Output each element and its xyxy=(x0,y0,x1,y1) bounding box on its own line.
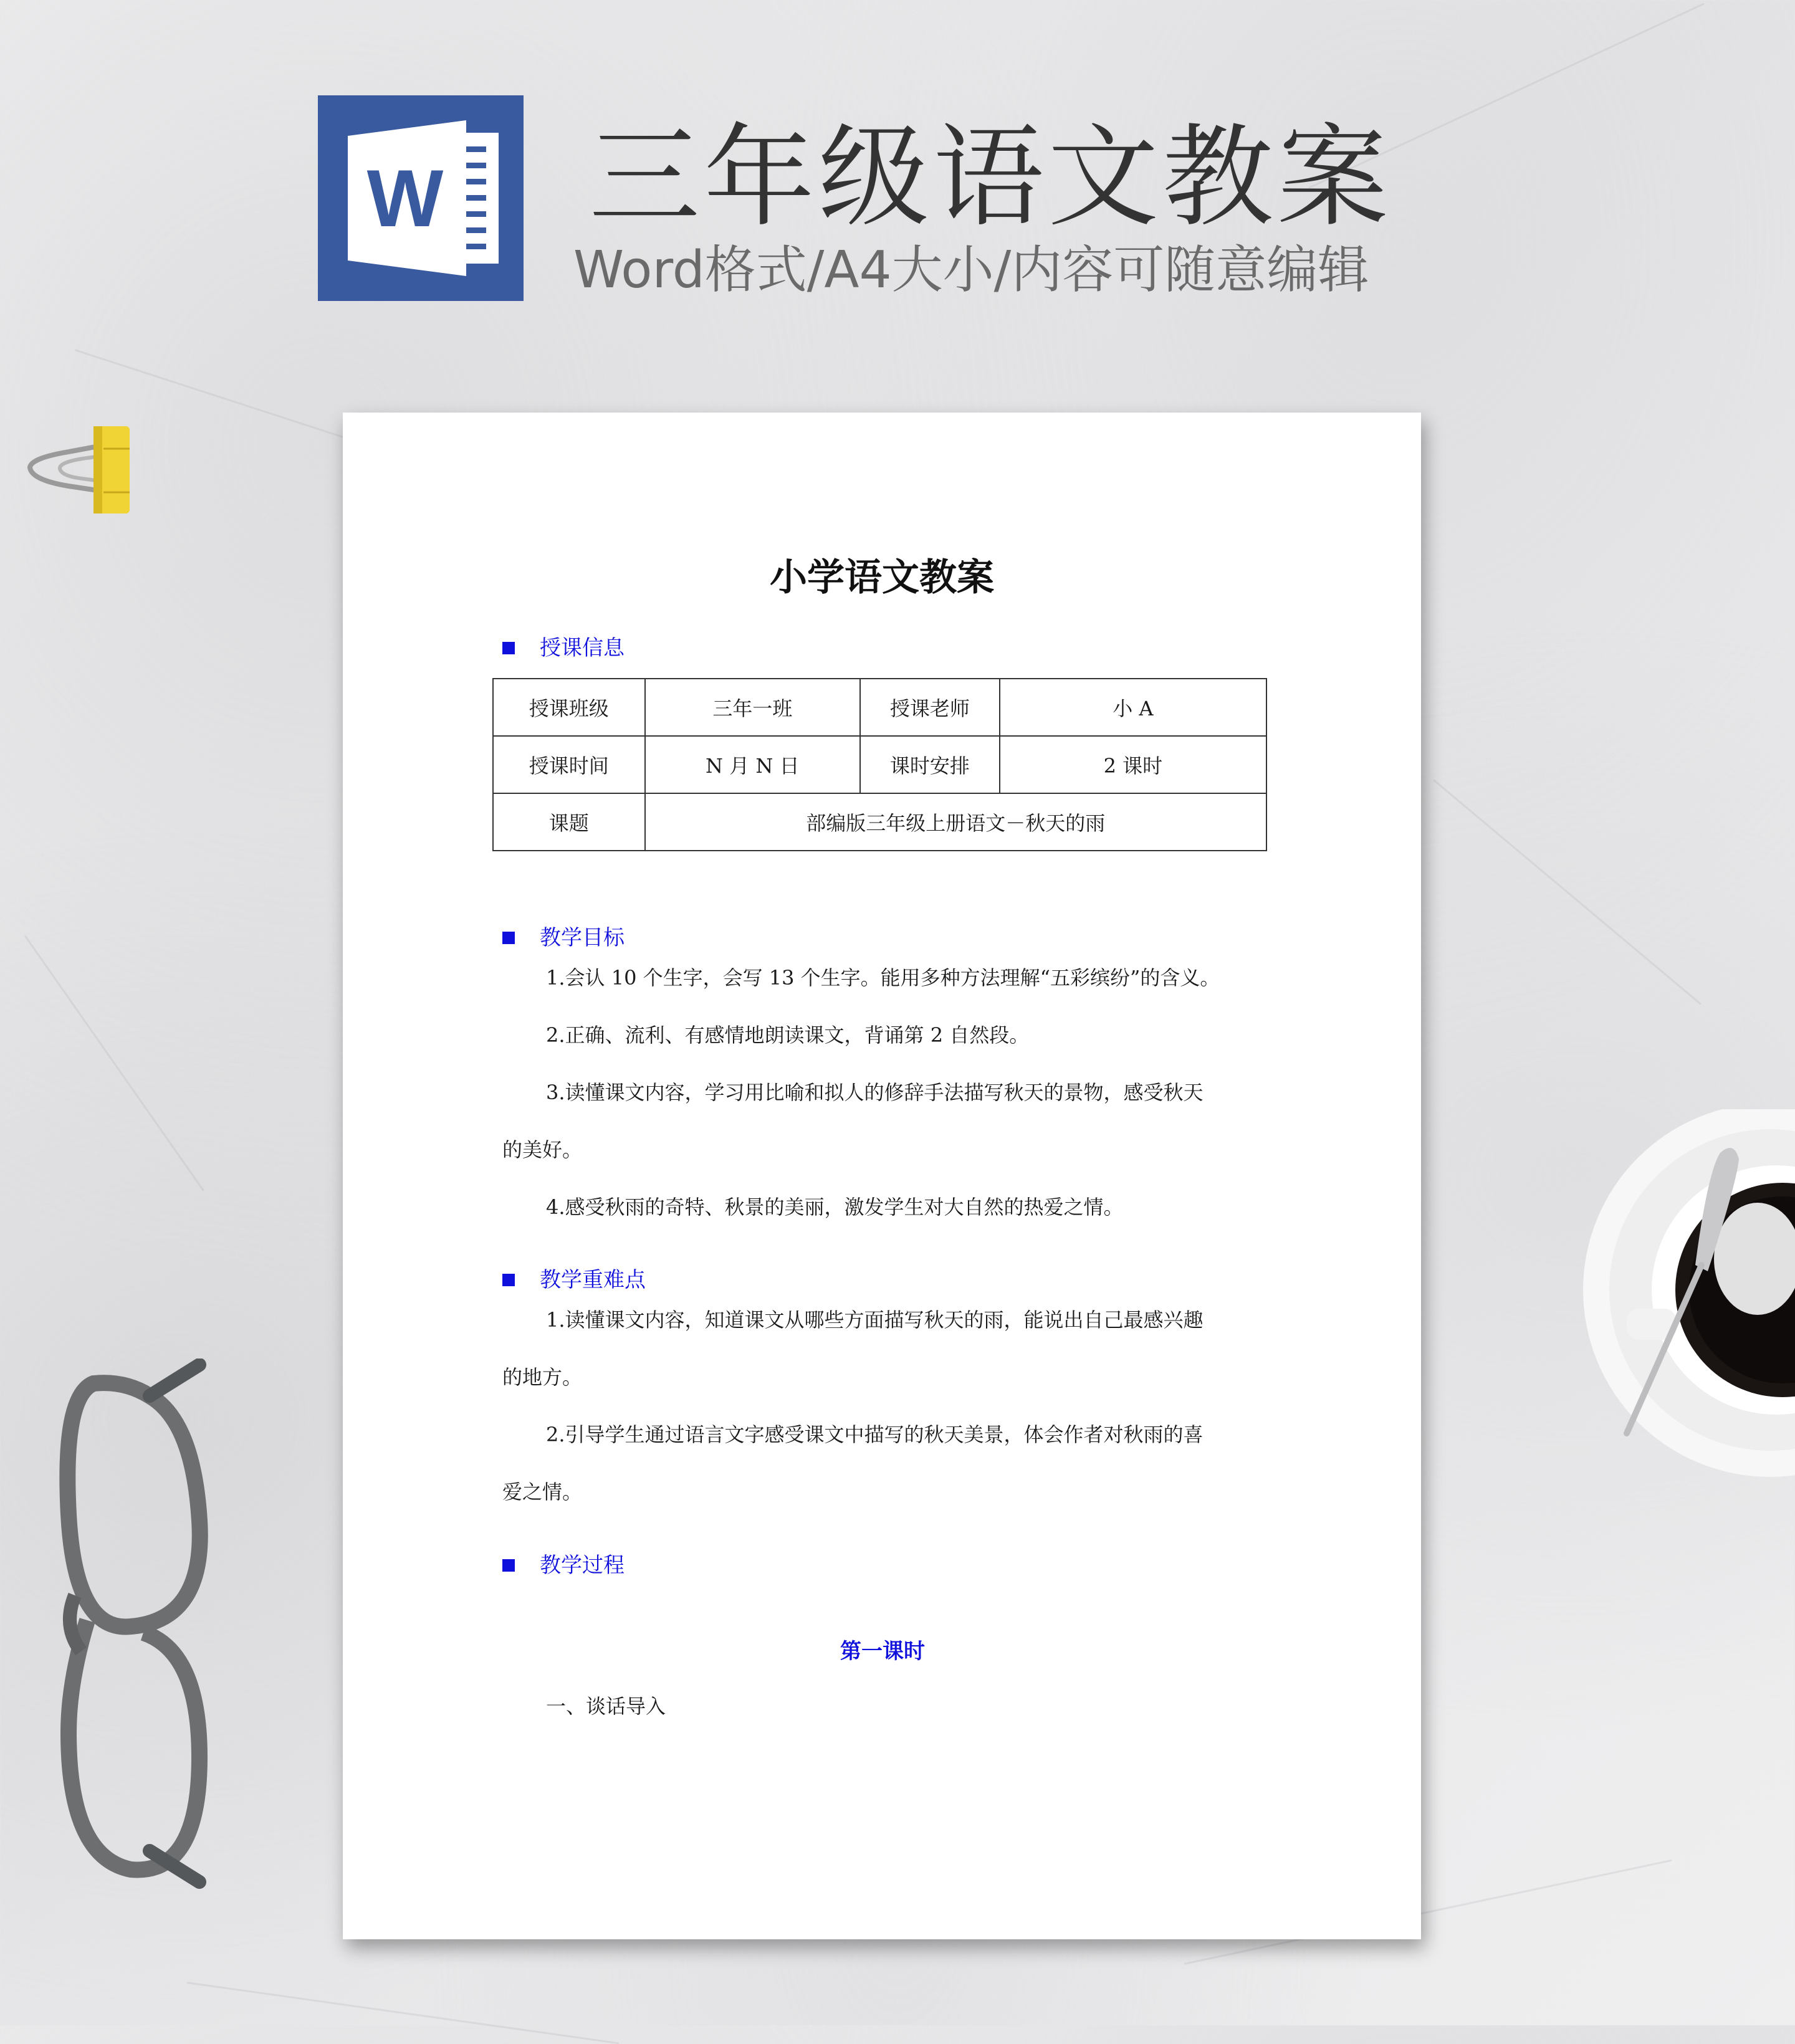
key-point-line: 2.引导学生通过语言文字感受课文中描写的秋天美景，体会作者对秋雨的喜 xyxy=(546,1423,1204,1446)
table-cell: 小 A xyxy=(1000,679,1266,736)
section-label: 教学过程 xyxy=(540,1553,625,1578)
lesson-step: 一、谈话导入 xyxy=(546,1694,666,1718)
section-info xyxy=(502,631,625,666)
key-point-line: 的地方。 xyxy=(502,1365,583,1389)
table-cell: 授课老师 xyxy=(860,679,1000,736)
info-table xyxy=(492,678,1267,851)
table-cell: 课题 xyxy=(493,793,645,851)
marble-vein xyxy=(24,935,204,1192)
binder-clip-icon xyxy=(25,424,137,517)
marble-vein xyxy=(187,1982,620,2044)
goal-line: 的美好。 xyxy=(502,1138,583,1162)
square-bullet-icon xyxy=(502,932,515,944)
logo-letter: W xyxy=(366,153,444,244)
square-bullet-icon xyxy=(502,1559,515,1572)
section-process xyxy=(502,1548,625,1583)
hero-title: 三年级语文教案 xyxy=(589,113,1392,242)
table-cell: 授课班级 xyxy=(493,679,645,736)
key-point-line: 爱之情。 xyxy=(502,1480,583,1504)
word-logo-icon xyxy=(318,95,524,301)
table-row xyxy=(493,736,1266,793)
section-label: 授课信息 xyxy=(540,636,625,661)
coffee-cup-icon xyxy=(1571,1109,1795,1545)
table-cell: 授课时间 xyxy=(493,736,645,793)
table-cell: 课时安排 xyxy=(860,736,1000,793)
table-cell: 三年一班 xyxy=(645,679,860,736)
goal-line: 2.正确、流利、有感情地朗读课文，背诵第 2 自然段。 xyxy=(546,1023,1030,1047)
key-points-text xyxy=(502,1291,1263,1521)
marble-vein xyxy=(1433,779,1702,1005)
hero-subtitle: Word格式/A4大小/内容可随意编辑 xyxy=(573,241,1369,300)
section-label: 教学目标 xyxy=(540,925,625,950)
table-row xyxy=(493,679,1266,736)
goal-line: 1.会认 10 个生字，会写 13 个生字。能用多种方法理解“五彩缤纷”的含义。 xyxy=(546,966,1220,990)
goals-text xyxy=(502,949,1263,1236)
goal-line: 4.感受秋雨的奇特、秋景的美丽，激发学生对大自然的热爱之情。 xyxy=(546,1195,1124,1219)
table-cell: 部编版三年级上册语文－秋天的雨 xyxy=(645,793,1266,851)
lesson-heading: 第一课时 xyxy=(840,1639,925,1664)
glasses-icon xyxy=(56,1359,231,1894)
key-point-line: 1.读懂课文内容，知道课文从哪些方面描写秋天的雨，能说出自己最感兴趣 xyxy=(546,1308,1204,1332)
table-row xyxy=(493,793,1266,851)
square-bullet-icon xyxy=(502,1274,515,1286)
table-cell: 2 课时 xyxy=(1000,736,1266,793)
document-page xyxy=(343,413,1421,1939)
section-label: 教学重难点 xyxy=(540,1268,646,1292)
square-bullet-icon xyxy=(502,642,515,654)
goal-line: 3.读懂课文内容，学习用比喻和拟人的修辞手法描写秋天的景物，感受秋天 xyxy=(546,1081,1204,1104)
document-title: 小学语文教案 xyxy=(770,556,994,599)
lesson-text xyxy=(502,1678,1263,1735)
table-cell: N 月 N 日 xyxy=(645,736,860,793)
